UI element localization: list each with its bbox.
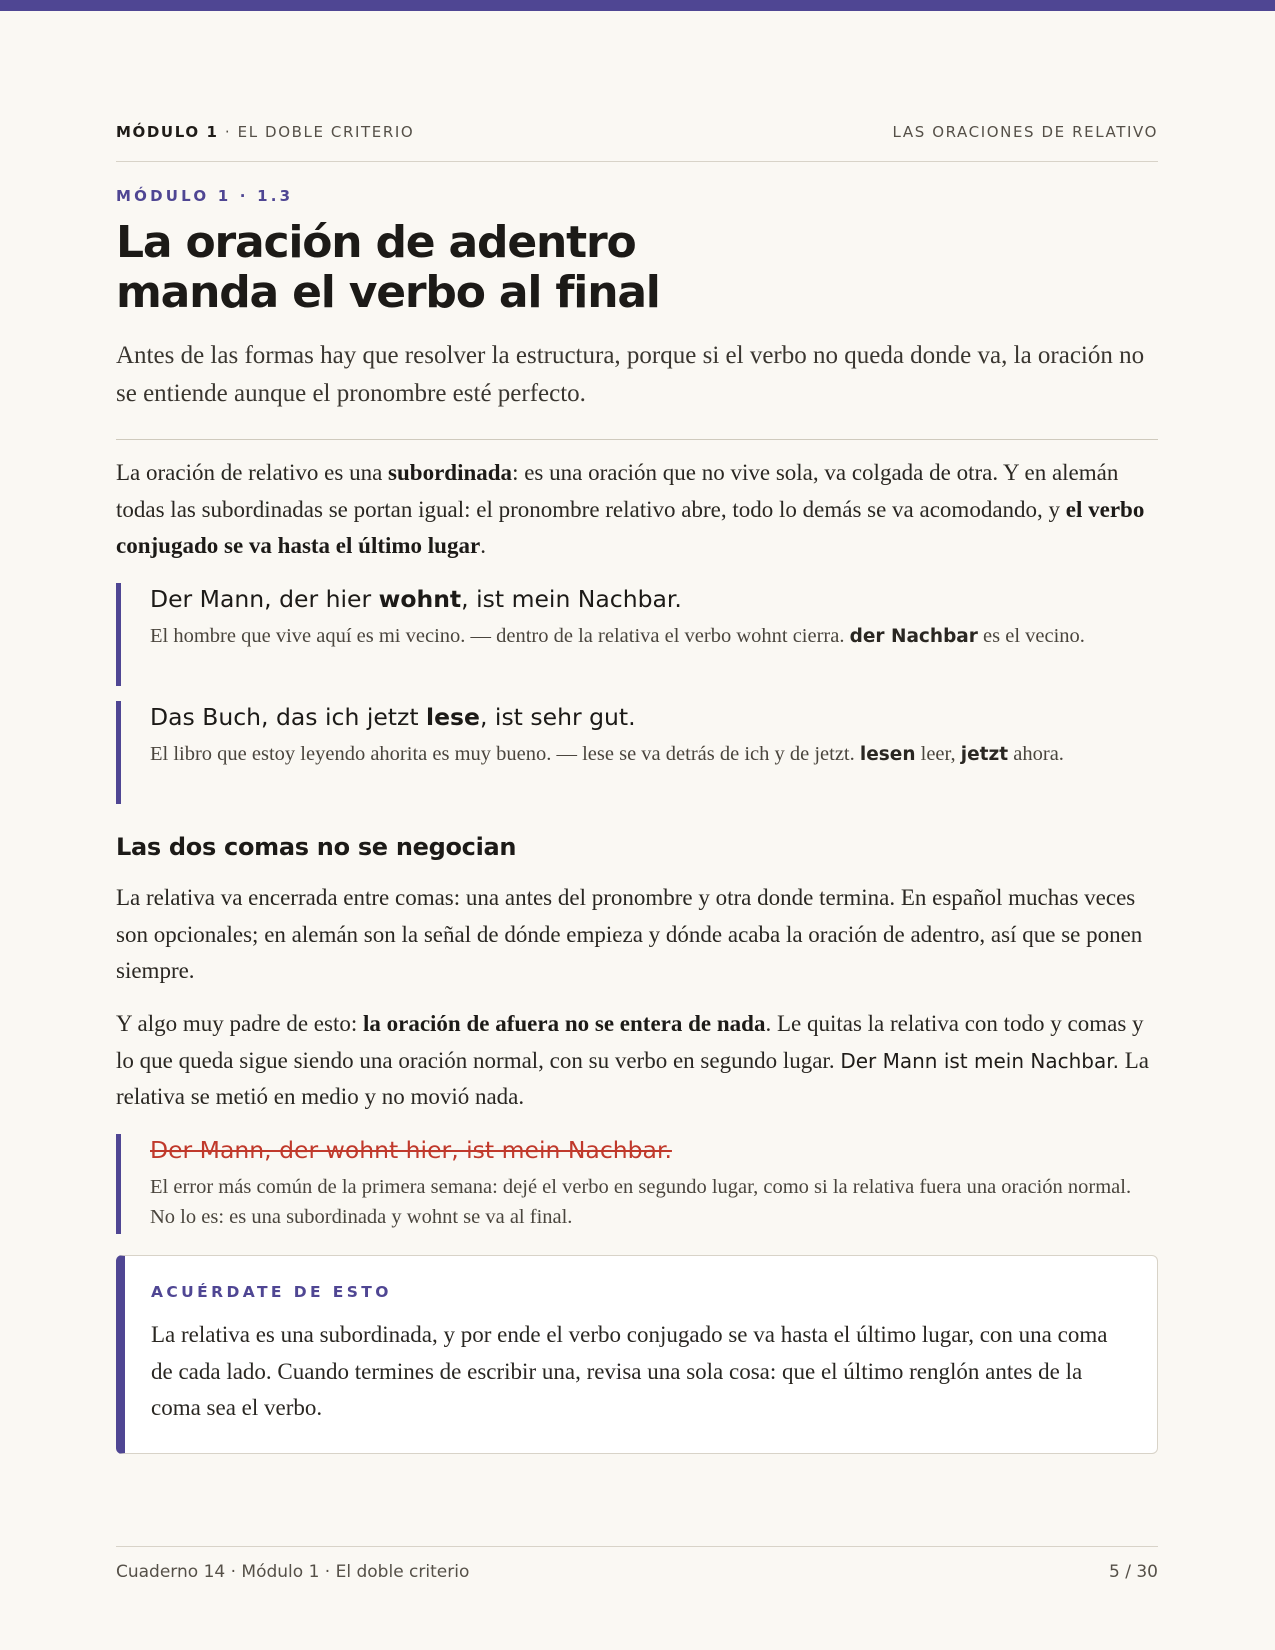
footer-divider: [116, 1546, 1158, 1547]
example-1-keyword: der Nachbar: [849, 626, 978, 647]
example-1-translation: [150, 621, 1158, 652]
callout-text: La relativa es una subordinada, y por ende el verbo conjugado se va hasta el último lugar, con una coma de cada lado. Cuando termines de escribir una, revisa una sola cosa: que el último renglón antes de la coma sea el verbo.: [151, 1322, 1108, 1420]
wrong-example-block: [116, 1134, 1158, 1234]
header-module: MÓDULO 1: [116, 123, 219, 141]
example-block-2: [116, 701, 1158, 804]
outer-bold: la oración de afuera no se entera de nada: [362, 1011, 766, 1036]
intro-text-1: La oración de relativo es una: [116, 460, 389, 485]
example-2-keyword-1: lesen: [859, 744, 916, 765]
page-number: 5 / 30: [1109, 1562, 1158, 1582]
example-1-translation-b: es el vecino.: [977, 625, 1085, 647]
lede-paragraph: Antes de las formas hay que resolver la estructura, porque si el verbo no queda donde va, la oración no se entiende aunque el pronombre esté perfecto.: [116, 342, 1145, 407]
intro-bold-verb-rule: el verbo conjugado se va hasta el último lugar: [116, 496, 1145, 558]
outer-text-1: Y algo muy padre de esto:: [116, 1011, 363, 1036]
section-kicker: MÓDULO 1 · 1.3: [116, 187, 294, 205]
example-2-keyword-2: jetzt: [960, 744, 1009, 765]
page-title: [116, 218, 916, 318]
example-2-translation-a: El libro que estoy leyendo ahorita es muy bueno. — lese se va detrás de ich y de jetzt.: [150, 743, 860, 765]
title-line-2: manda el verbo al final: [116, 267, 660, 318]
example-2-translation-b: leer,: [915, 743, 961, 765]
outer-example-sentence: Der Mann ist mein Nachbar.: [840, 1048, 1119, 1073]
example-1-german-a: Der Mann, der hier: [150, 585, 379, 613]
example-2-translation: [150, 739, 1158, 770]
subheading-commas: Las dos comas no se negocian: [116, 833, 517, 861]
header-section: · EL DOBLE CRITERIO: [218, 123, 415, 141]
example-block-1: [116, 583, 1158, 686]
example-2-translation-c: ahora.: [1008, 743, 1064, 765]
wrong-example-explanation: El error más común de la primera semana: dejé el verbo en segundo lugar, como si la relativa fuera una oración normal. No lo es: es una subordinada y wohnt se va al final.: [150, 1176, 1132, 1228]
lede-divider: [116, 439, 1158, 440]
outer-text-3: La relativa se metió en medio y no movió nada.: [116, 1047, 1149, 1109]
example-2-verb: lese: [426, 703, 480, 731]
intro-text-3: .: [480, 533, 486, 558]
top-accent-bar: [0, 0, 1275, 11]
header-divider: [116, 161, 1158, 162]
reminder-callout: [116, 1255, 1158, 1454]
example-2-german-c: , ist sehr gut.: [479, 703, 636, 731]
wrong-example-german: Der Mann, der wohnt hier, ist mein Nachbar.: [150, 1136, 672, 1164]
example-1-verb: wohnt: [378, 585, 462, 613]
example-1-german: [150, 583, 1158, 615]
running-header-left: [116, 123, 414, 141]
intro-text-2: : es una oración que no vive sola, va colgada de otra. Y en alemán todas las subordinadas se portan igual: el pronombre relativo abre, todo lo demás se va acomodando, y: [116, 460, 1119, 522]
commas-paragraph: La relativa va encerrada entre comas: una antes del pronombre y otra donde termina. En español muchas veces son opcionales; en alemán son la señal de dónde empieza y dónde acaba la oración de adentro, así que se ponen siempre.: [116, 885, 1143, 983]
running-header: [116, 123, 1158, 141]
title-line-1: La oración de adentro: [116, 217, 636, 268]
example-2-german-a: Das Buch, das ich jetzt: [150, 703, 427, 731]
intro-bold-subordinada: subordinada: [388, 460, 513, 485]
outer-clause-paragraph: [116, 1006, 1158, 1116]
page-footer: [116, 1562, 1158, 1582]
outer-text-2: . Le quitas la relativa con todo y comas y lo que queda sigue siendo una oración normal, con su verbo en segundo lugar.: [116, 1011, 1144, 1073]
footer-left: Cuaderno 14 · Módulo 1 · El doble criterio: [116, 1562, 470, 1582]
example-2-german: [150, 701, 1158, 733]
example-1-german-c: , ist mein Nachbar.: [461, 585, 682, 613]
example-1-translation-a: El hombre que vive aquí es mi vecino. — dentro de la relativa el verbo wohnt cierra.: [150, 625, 850, 647]
intro-paragraph: [116, 455, 1158, 565]
header-topic: LAS ORACIONES DE RELATIVO: [892, 123, 1158, 141]
callout-label: ACUÉRDATE DE ESTO: [151, 1283, 392, 1301]
